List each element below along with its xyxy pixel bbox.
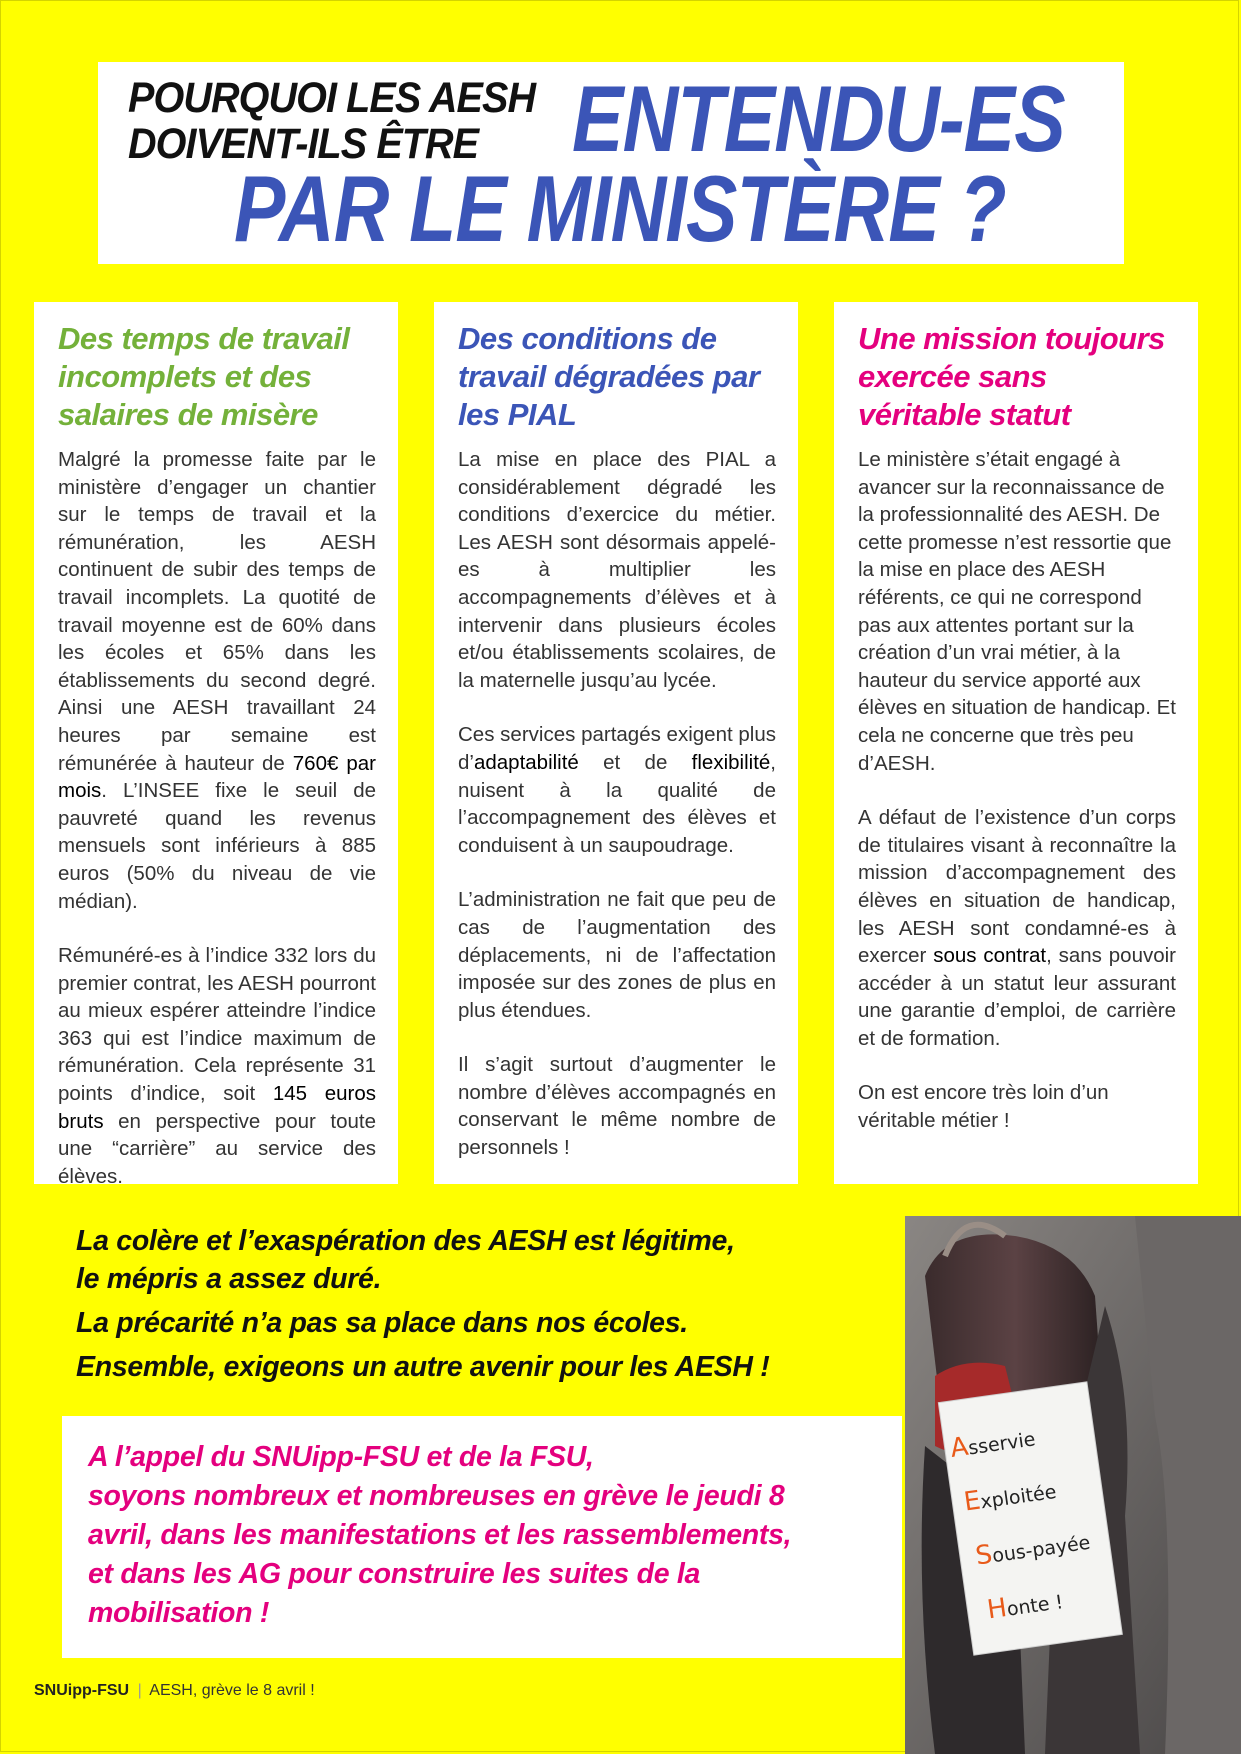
text-span: Il s’agit surtout d’augmenter le nombre d’élèves accompagnés en conservant le même nombre de personnels ! (458, 1053, 776, 1160)
title-big-2: PAR LE MINISTÈRE ? (234, 156, 1006, 261)
sign-word: sservie (966, 1428, 1037, 1460)
sign-word: onte ! (1005, 1591, 1065, 1621)
text-span: L’administration ne fait que peu de cas de l’augmentation des déplacements, ni de l’affectation imposée sur des zones de plus en plus étendues. (458, 888, 776, 1022)
title-banner (98, 62, 1124, 264)
sign-line-1 (948, 1422, 1037, 1464)
text-span: Rémunéré-es à l’indice 332 lors du premier contrat, les AESH pourront au mieux espérer atteindre l’indice 363 qui est l’indice maximum de rémunération. Cela représente 31 points d’indice, soit (58, 944, 376, 1106)
footer-org: SNUipp-FSU (34, 1682, 130, 1699)
highlight-euros: 145 euros bruts (58, 1082, 376, 1133)
column-salaries (34, 302, 398, 1188)
sign-line-4 (985, 1585, 1064, 1625)
column-body (58, 446, 376, 1190)
text-span: A défaut de l’existence d’un corps de titulaires visant à reconnaître la mission d’accompagnement des élèves en situation de handicap, les AESH sont condamné-es à exercer (858, 806, 1176, 968)
protester-photo (905, 1216, 1241, 1754)
highlight-adaptabilite: adaptabilité (473, 750, 579, 774)
sign-letter-e: E (962, 1485, 983, 1518)
text-span: Ces services partagés exigent plus d’ (458, 723, 776, 774)
text-span: Le ministère s’était engagé à avancer sur la reconnaissance de la professionnalité des AESH. De cette promesse n’est ressortie que la mise en place des AESH référents, ce qui ne correspond pas aux attentes portant sur la création d’un vrai métier, à la hauteur du service apporté aux élèves en situation de handicap. Et cela ne concerne que très peu d’AESH. (858, 448, 1176, 775)
text-span: , sans pouvoir accéder à un statut leur assurant une garantie d’emploi, de carrière et de formation. (858, 944, 1177, 1050)
text-span: , nuisent à la qualité de l’accompagnement des élèves et conduisent à un saupoudrage. (458, 750, 776, 857)
paragraph (858, 804, 1176, 1052)
column-pial (434, 302, 798, 1184)
call-line: La précarité n’a pas sa place dans nos écoles. (76, 1307, 688, 1339)
title-line-2: DOIVENT-ILS ÊTRE (128, 120, 479, 168)
title-line-1: POURQUOI LES AESH (128, 74, 536, 122)
appeal-line: avril, dans les manifestations et les rassemblements, (88, 1519, 792, 1551)
text-span: Malgré la promesse faite par le ministère d’engager un chantier sur le temps de travail et la rémunération, les AESH continuent de subir des temps de travail incomplets. La quotité de travail moyenne est de 60% dans les écoles et 65% dans les établissements du second degré. Ainsi une AESH travaillant 24 heures par semaine est rémunérée à hauteur de (58, 448, 376, 775)
appeal-line: soyons nombreux et nombreuses en grève le jeudi 8 (88, 1480, 785, 1512)
call-line: le mépris a assez duré. (76, 1263, 382, 1295)
footer (34, 1682, 315, 1700)
column-title: Des temps de travail incomplets et des salaires de misère (58, 321, 350, 432)
paragraph (458, 446, 776, 694)
highlight-sous-contrat: sous contrat (933, 944, 1047, 968)
sign-word: ous-payée (990, 1531, 1092, 1568)
text-span: . L’INSEE fixe le seuil de pauvreté quand les revenus mensuels sont inférieurs à 885 euros (50% du niveau de vie médian). (58, 779, 376, 913)
call-line: Ensemble, exigeons un autre avenir pour les AESH ! (76, 1351, 770, 1383)
call-to-action (76, 1222, 906, 1386)
text-span: La mise en place des PIAL a considérablement dégradé les conditions d’exercice du métier. Les AESH sont désormais appelé-es à multiplier les accompagnements d’élèves et à intervenir dans plusieurs écoles et/ou établissements scolaires, de la maternelle jusqu’au lycée. (458, 448, 776, 692)
appeal-line: A l’appel du SNUipp-FSU et de la FSU, (88, 1441, 594, 1473)
paragraph (458, 1051, 776, 1161)
paragraph (858, 446, 1176, 777)
strike-appeal (62, 1416, 902, 1658)
call-line: La colère et l’exaspération des AESH est légitime, (76, 1225, 735, 1257)
sign-line-2 (962, 1475, 1058, 1518)
paragraph (458, 721, 776, 859)
sign-letter-s: S (973, 1539, 995, 1572)
appeal-line: et dans les AG pour construire les suites de la (88, 1558, 701, 1590)
column-title: Une mission toujours exercée sans véritable statut (858, 321, 1165, 432)
sign-letter-a: A (948, 1431, 971, 1464)
text-span: en perspective pour toute une “carrière” au service des élèves. (58, 1109, 376, 1188)
footer-text: AESH, grève le 8 avril ! (149, 1682, 315, 1699)
paragraph (458, 886, 776, 1024)
text-span: On est encore très loin d’un véritable métier ! (858, 1081, 1109, 1133)
sign-letter-h: H (985, 1592, 1009, 1626)
paragraph (58, 942, 376, 1190)
footer-separator: | (137, 1682, 142, 1699)
title-big-1: ENTENDU-ES (572, 66, 1065, 171)
appeal-line: mobilisation ! (88, 1597, 270, 1629)
highlight-flexibilite: flexibilité (691, 750, 771, 774)
paragraph (58, 446, 376, 915)
sign-word: xploitée (979, 1480, 1058, 1514)
paragraph (858, 1079, 1176, 1134)
column-body (458, 446, 776, 1162)
column-statut (834, 302, 1198, 1184)
column-body (858, 446, 1176, 1135)
column-title: Des conditions de travail dégradées par les PIAL (458, 321, 760, 432)
highlight-salary: 760€ par mois (58, 751, 376, 803)
text-span: et de (578, 750, 692, 774)
sign-line-3 (974, 1526, 1092, 1572)
